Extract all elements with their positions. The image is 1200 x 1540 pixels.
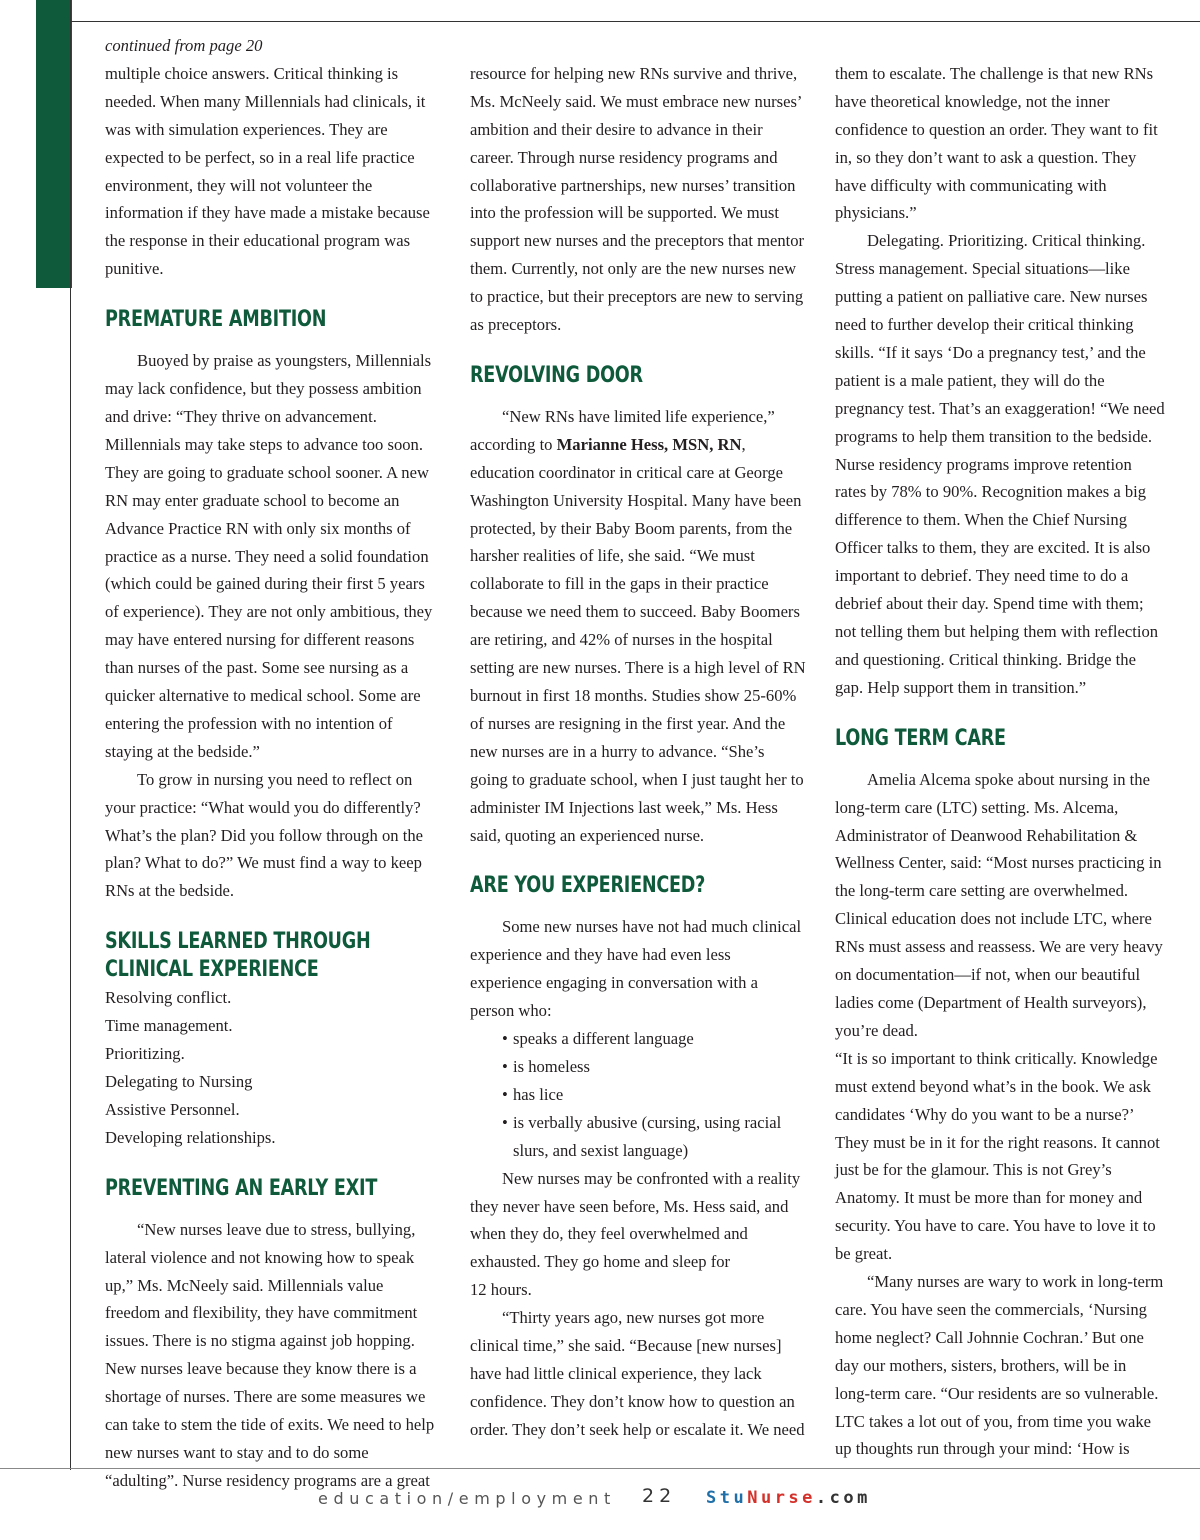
paragraph: “New RNs have limited life experience,” according to Marianne Hess, MSN, RN, education coordinator in critical care at George Washington University Hospital. Many have been protected, by their Baby Boom parents, from the harsher realities of life, she said. “We must collaborate to fill in the gaps in their practice because we need them to succeed. Baby Boomers are retiring, and 42% of nurses in the hospital setting are new nurses. There is a high level of RN burnout in first 18 months. Studies show 25-60% of nurses are resigning in the first year. And the new nurses are in a hurry to advance. “She’s going to graduate school, when I just taught her to administer IM Injections last week,” Ms. Hess said, quoting an experienced nurse. [470,406,806,845]
paragraph: them to escalate. The challenge is that new RNs have theoretical knowledge, not the inner confidence to question an order. They want to fit in, so they don’t want to ask a question. They have difficulty with communicating with physicians.” [835,63,1158,223]
page-footer [0,1485,1200,1513]
paragraph: multiple choice answers. Critical thinking is needed. When many Millennials had clinicals, it was with simulation experiences. They are expected to be perfect, so in a real life practice environment, they will not volunteer the information if they have made a mistake because the response in their educational program was punitive. [105,63,430,279]
skill-item: Delegating to Nursing [105,1072,253,1091]
footer-section-label: education/employment [318,1489,616,1508]
paragraph: New nurses may be confronted with a reality they never have seen before, Ms. Hess said, and when they do, they feel overwhelmed and exhausted. They go home and sleep for [470,1168,801,1272]
bullet-list [470,1025,806,1165]
skill-item: Prioritizing. [105,1044,185,1064]
skill-item: Time management. [105,1016,233,1036]
skill-item: Resolving conflict. [105,988,232,1008]
column-1 [105,32,441,1495]
page-number: 22 [642,1485,677,1507]
skills-list [105,984,441,1151]
paragraph: Buoyed by praise as youngsters, Millennials may lack confidence, but they possess ambition and drive: “They thrive on advancement. Millennials may take steps to advance too soon. They are going to graduate school sooner. A new RN may enter graduate school to become an Advance Practice RN with only six months of practice as a nurse. They need a solid foundation (which could be gained during their first 5 years of experience). They are not only ambitious, they may have entered nursing for different reasons than nurses of the past. Some see nursing as a quicker alternative to medical school. Some are entering the profession with no intention of staying at the bedside.” [105,351,433,761]
paragraph: 12 hours. [470,1280,532,1300]
heading-preventing-early-exit: PREVENTING AN EARLY EXIT [105,1175,378,1201]
skill-item: Developing relationships. [105,1127,276,1147]
column-2 [470,32,806,1444]
bullet-item: • speaks a different language [502,1025,806,1053]
bullet-item: • is verbally abusive (cursing, using racial slurs, and sexist language) [502,1109,806,1165]
paragraph: “It is so important to think critically. Knowledge must extend beyond what’s in the book. We ask candidates ‘Why do you want to be a nurse?’ They must be in it for the right reasons. It cannot just be for the glamour. This is not Grey’s Anatomy. It must be more than for money and security. You have to care. You have to love it to be great. [835,1048,1160,1264]
paragraph: Amelia Alcema spoke about nursing in the long-term care (LTC) setting. Ms. Alcema, Administrator of Deanwood Rehabilitation & Wellness Center, said: “Most nurses practicing in the long-term care setting are overwhelmed. Clinical education does not include LTC, where RNs must assess and reassess. We are very heavy on documentation—if not, when our beautiful ladies come (Department of Health surveyors), you’re dead. [835,769,1163,1040]
left-vertical-rule [70,0,71,1470]
paragraph: To grow in nursing you need to reflect on your practice: “What would you do differently? What’s the plan? Did you follow through on the plan? What to do?” We must find a way to keep RNs at the bedside. [105,769,423,901]
heading-revolving-door: REVOLVING DOOR [470,362,643,388]
top-rule [70,21,1200,22]
speaker-name: Marianne Hess, MSN, RN [556,434,742,454]
paragraph: Delegating. Prioritizing. Critical thinking. Stress management. Special situations—like putting a patient on palliative care. New nurses need to further develop their critical thinking skills. “If it says ‘Do a pregnancy test,’ and the patient is a male patient, they will do the pregnancy test. That’s an exaggeration! “We need programs to help them transition to the bedside. Nurse residency programs improve retention rates by 78% to 90%. Recognition makes a big difference to them. When the Chief Nursing Officer talks to them, they are excited. It is also important to debrief. They need time to do a debrief about their day. Spend time with them; not telling them but helping them with reflection and questioning. Critical thinking. Bridge the gap. Help support them in transition.” [835,231,1165,697]
continued-note: continued from page 20 [105,36,263,55]
heading-are-you-experienced: ARE YOU EXPERIENCED? [470,873,706,899]
paragraph: “New nurses leave due to stress, bullying, lateral violence and not knowing how to speak up,” Ms. McNeely said. Millennials value freedom and flexibility, they have commitment issues. There is no stigma against job hopping. New nurses leave because they know there is a shortage of nurses. There are some measures we can take to stem the tide of exits. We need to help new nurses want to stay and to do some “adulting”. Nurse residency programs are a great [105,1219,435,1490]
green-side-bar [36,0,72,288]
paragraph: “Thirty years ago, new nurses got more clinical time,” she said. “Because [new nurses] have had little clinical experience, they lack confidence. They don’t know how to question an order. They don’t seek help or escalate it. We need [470,1308,805,1439]
skill-item: Assistive Personnel. [105,1099,240,1119]
paragraph: Some new nurses have not had much clinical experience and they have had even less experience engaging in conversation with a person who: [470,917,802,1021]
heading-long-term-care: LONG TERM CARE [835,725,1006,751]
heading-premature-ambition: PREMATURE AMBITION [105,307,327,333]
paragraph: “Many nurses are wary to work in long-term care. You have seen the commercials, ‘Nursing home neglect? Call Johnnie Cochran.’ But one day our mothers, sisters, brothers, will be in long-term care. “Our residents are so vulnerable. LTC takes a lot out of you, from time you wake up thoughts run through your mind: ‘How is [835,1272,1164,1459]
bullet-item: • has lice [502,1081,806,1109]
column-3 [835,32,1165,1463]
bullet-item: • is homeless [502,1053,806,1081]
paragraph: resource for helping new RNs survive and thrive, Ms. McNeely said. We must embrace new nurses’ ambition and their desire to advance in their career. Through nurse residency programs and collaborative partnerships, new nurses’ transition into the profession will be supported. We must support new nurses and the preceptors that mentor them. Currently, not only are the new nurses new to practice, but their preceptors are new to serving as preceptors. [470,63,805,335]
footer-rule [0,1468,1200,1469]
heading-skills-learned: SKILLS LEARNED THROUGH CLINICAL EXPERIENCE [105,929,371,983]
brand-url: StuNurse.com [706,1488,871,1508]
